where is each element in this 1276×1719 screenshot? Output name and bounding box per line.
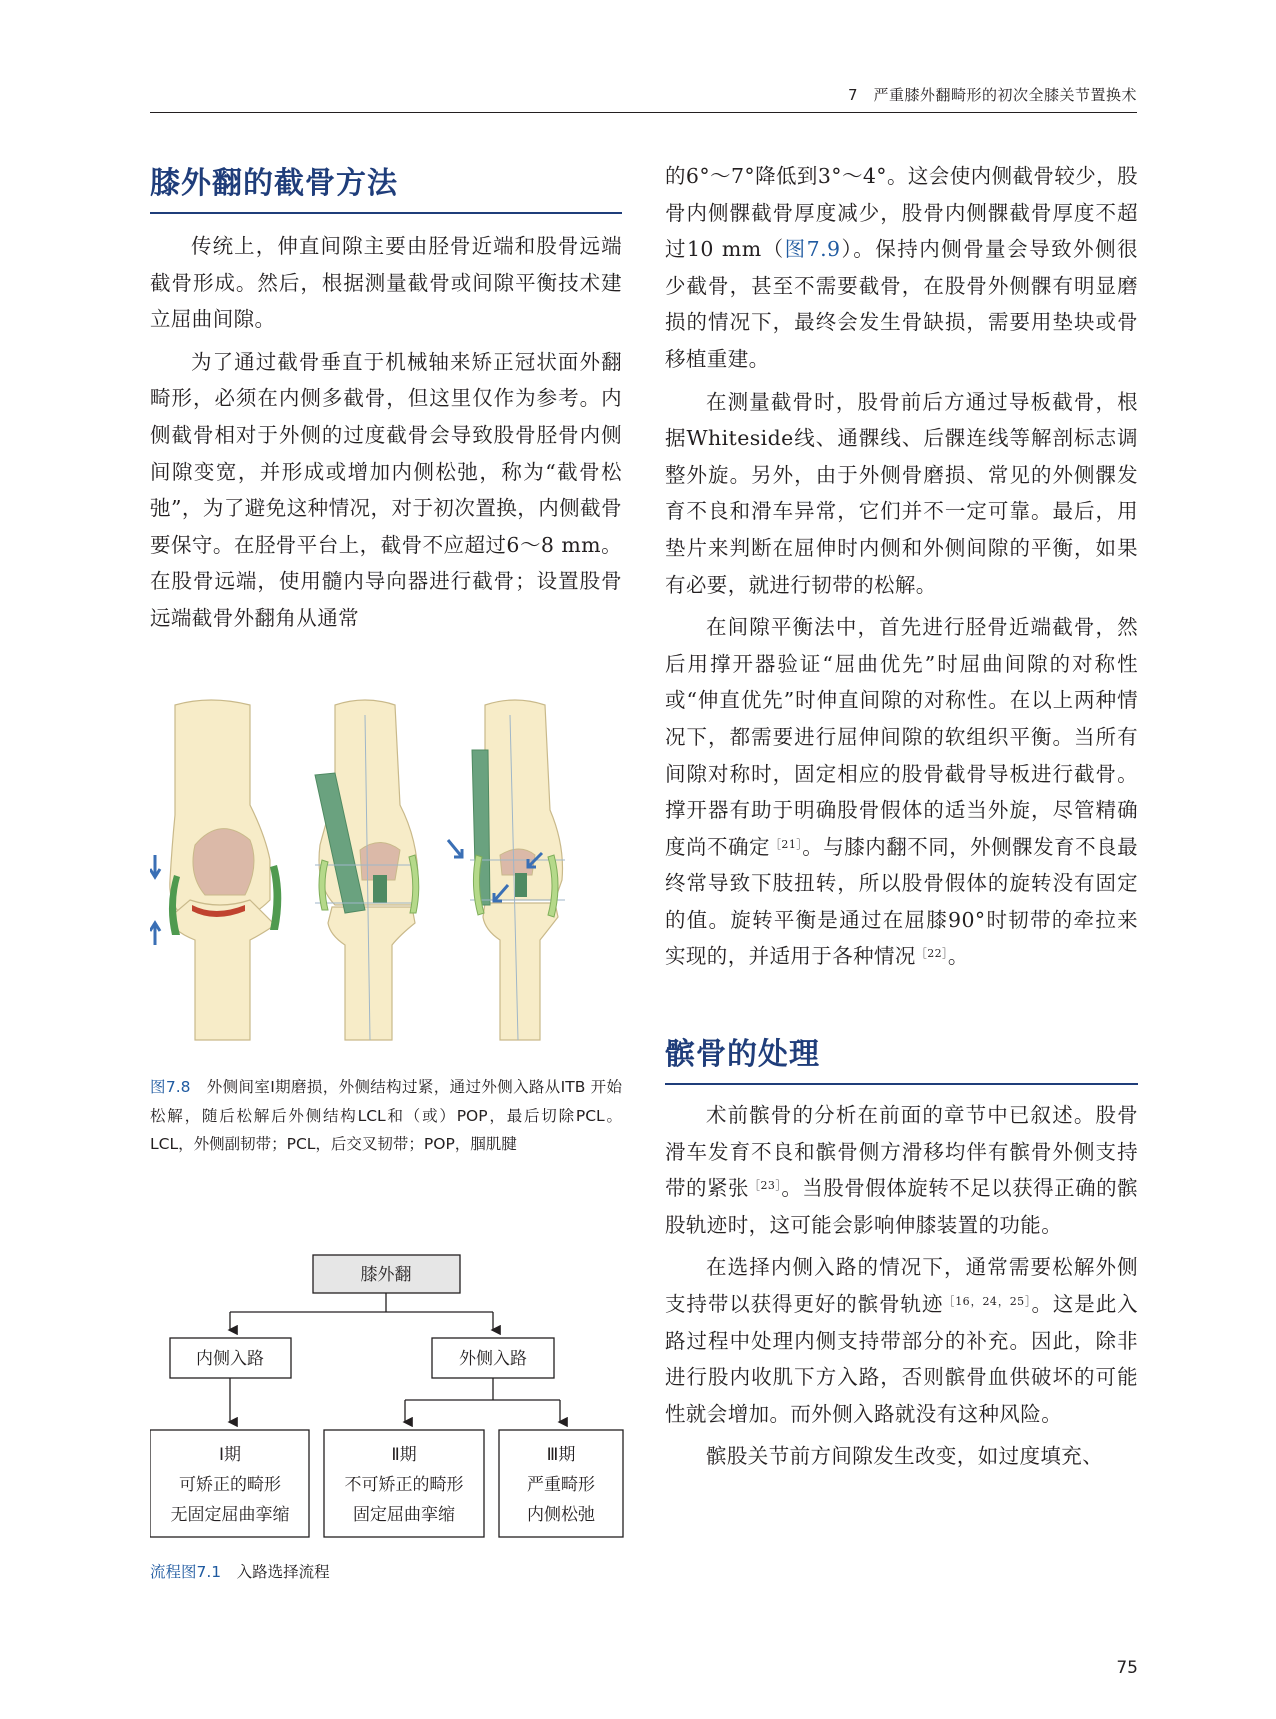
- right-column: [665, 158, 1138, 1475]
- flow-stage1-line1: 可矫正的畸形: [179, 1475, 281, 1495]
- flow-stage3-title: Ⅲ期: [546, 1445, 576, 1465]
- citation-21[interactable]: ［21］: [769, 837, 803, 851]
- flow-stage1-title: Ⅰ期: [218, 1445, 242, 1465]
- flow-stage2-line1: 不可矫正的畸形: [344, 1475, 464, 1495]
- flow-stage3-line1: 严重畸形: [527, 1475, 595, 1495]
- flowchart: [150, 1250, 624, 1550]
- flow-medial-text: 内侧入路: [196, 1349, 264, 1369]
- figure-caption-text: 外侧间室Ⅰ期磨损，外侧结构过紧，通过外侧入路从ITB 开始松解，随后松解后外侧结构LCL和（或）POP，最后切除PCL。LCL，外侧副韧带；PCL，后交叉韧带；POP，腘肌腱: [150, 1078, 622, 1153]
- section-title-valgus-osteotomy: 膝外翻的截骨方法: [150, 158, 622, 214]
- knee-illustration: [150, 695, 622, 1065]
- citation-23[interactable]: ［23］: [748, 1179, 782, 1193]
- flow-lateral-text: 外侧入路: [459, 1349, 527, 1369]
- flowchart-caption-label: 流程图7.1: [150, 1563, 222, 1581]
- flow-stage1-line2: 无固定屈曲挛缩: [170, 1505, 290, 1525]
- paragraph: 在选择内侧入路的情况下，通常需要松解外侧支持带以获得更好的髌骨轨迹$^{[16,24,25]}$。这是此入路过程中处理内侧支持带部分的补充。因此，除非进行股内收肌下方入路，否则髌骨血供破坏的可能性就会增加。而外侧入路就没有这种风险。: [665, 1255, 1139, 1426]
- page-number: 75: [1116, 1658, 1138, 1678]
- flowchart-caption: [150, 1560, 330, 1582]
- paragraph: 在间隙平衡法中，首先进行胫骨近端截骨，然后用撑开器验证“屈曲优先”时屈曲间隙的对称性或“伸直优先”时伸直间隙的对称性。在以上两种情况下，都需要进行屈伸间隙的软组织平衡。当所有间隙对称时，固定相应的股骨截骨导板进行截骨。撑开器有助于明确股骨假体的适当外旋，尽管精确度尚不确定$^{[21]}$。与膝内翻不同，外侧髁发育不良最终常导致下肢扭转，所以股骨假体的旋转没有固定的值。旋转平衡是通过在屈膝90°时韧带的牵拉来实现的，并适用于各种情况$^{[22]}$。: [665, 615, 1138, 969]
- paragraph: 为了通过截骨垂直于机械轴来矫正冠状面外翻畸形，必须在内侧多截骨，但这里仅作为参考。内侧截骨相对于外侧的过度截骨会导致股骨胫骨内侧间隙变宽，并形成或增加内侧松弛，称为“截骨松弛”，为了避免这种情况，对于初次置换，内侧截骨要保守。在胫骨平台上，截骨不应超过6～8 mm。在股骨远端，使用髓内导向器进行截骨；设置股骨远端截骨外翻角从通常: [150, 349, 622, 630]
- paragraph: 传统上，伸直间隙主要由胫骨近端和股骨远端截骨形成。然后，根据测量截骨或间隙平衡技术建立屈曲间隙。: [150, 234, 622, 332]
- flow-stage2-title: Ⅱ期: [391, 1445, 417, 1465]
- flowchart-caption-text: 入路选择流程: [236, 1563, 330, 1581]
- left-column: [150, 158, 622, 637]
- figure-caption-label: 图7.8: [150, 1078, 191, 1096]
- knee-diagram-1: [150, 700, 281, 1040]
- figure-caption: [150, 1073, 622, 1159]
- knee-diagram-3: [448, 700, 565, 1040]
- citation-16-24-25[interactable]: ［16，24，25］: [943, 1295, 1032, 1309]
- paragraph: 的6°～7°降低到3°～4°。这会使内侧截骨较少，股骨内侧髁截骨厚度减少，股骨内侧髁截骨厚度不超过10 mm（图7.9）。保持内侧骨量会导致外侧很少截骨，甚至不需要截骨，在股骨外侧髁有明显磨损的情况下，最终会发生骨缺损，需要用垫块或骨移植重建。: [665, 164, 1139, 371]
- paragraph: 在测量截骨时，股骨前后方通过导板截骨，根据Whiteside线、通髁线、后髁连线等解剖标志调整外旋。另外，由于外侧骨磨损、常见的外侧髁发育不良和滑车异常，它们并不一定可靠。最后，用垫片来判断在屈伸时内侧和外侧间隙的平衡，如果有必要，就进行韧带的松解。: [665, 389, 1138, 597]
- citation-22[interactable]: ［22］: [915, 947, 948, 961]
- paragraph: 髌股关节前方间隙发生改变，如过度填充、: [706, 1444, 1104, 1469]
- flow-stage2-line2: 固定屈曲挛缩: [353, 1505, 455, 1525]
- figure-ref-7-9[interactable]: 图7.9: [784, 237, 841, 262]
- flow-stage3-line2: 内侧松弛: [527, 1505, 595, 1525]
- running-head: [150, 84, 1137, 113]
- section-title-patella: 髌骨的处理: [665, 1029, 1138, 1085]
- figure-7-8: [150, 695, 622, 1065]
- running-head-text: 7 严重膝外翻畸形的初次全膝关节置换术: [847, 86, 1137, 104]
- paragraph: 术前髌骨的分析在前面的章节中已叙述。股骨滑车发育不良和髌骨侧方滑移均伴有髌骨外侧支持带的紧张$^{[23]}$。当股骨假体旋转不足以获得正确的髌股轨迹时，这可能会影响伸膝装置的功能。: [665, 1103, 1138, 1237]
- flow-root-text: 膝外翻: [360, 1265, 412, 1285]
- knee-diagram-2: [315, 700, 419, 1040]
